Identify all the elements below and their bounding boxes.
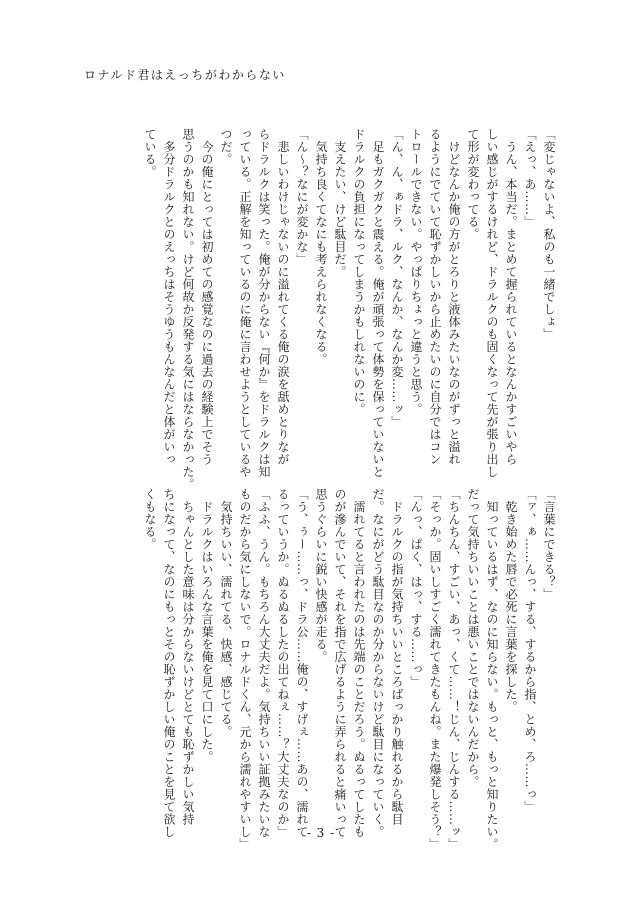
text-line: だって気持ちいいことは悪いことではないんだから。 bbox=[466, 488, 480, 788]
text-line: て形が変わってる。 bbox=[466, 128, 480, 241]
text-line: 「言葉にできる？」 bbox=[542, 488, 556, 601]
text-line: ドラルクの負担になってしまうかもしれないのに。 bbox=[352, 128, 366, 416]
text-line: 思うのかも知れない。けど何故か反発する気にはならなかった。 bbox=[181, 128, 195, 491]
text-line: ちゃんとした意味は分からないけどとても恥ずかしい気持 bbox=[181, 488, 195, 826]
text-line: 「ちんちん、すごい、あっ、くて……！じん、じんする……ッ」 bbox=[447, 488, 461, 851]
text-line: 濡れてると言われたのは先端のことだろう。ぬるってしたも bbox=[352, 488, 366, 838]
text-line: しい感じがするけれど、ドラルクのも固くなって先が張り出し bbox=[485, 128, 499, 478]
text-line: 気持ち良くてなにも考えられなくなる。 bbox=[314, 128, 328, 366]
text-line: 「ァ、ぁ……んっ、する、するから指、とめ、ろ……っ」 bbox=[523, 488, 537, 813]
text-line: 支えたい、けど駄目だ。 bbox=[333, 128, 347, 278]
text-line: 思うぐらいに鋭い快感が走る。 bbox=[314, 488, 328, 663]
text-line: つだ。 bbox=[219, 128, 233, 166]
running-title: ロナルド君はえっちがわからない bbox=[84, 68, 286, 82]
body-text-lower bbox=[140, 488, 558, 851]
body-text-upper bbox=[140, 128, 558, 491]
text-line: 「変じゃないよ、私のも一緒でしょ」 bbox=[542, 128, 556, 341]
text-line: ドラルクの指が気持ちいいところばっかり触れるから駄目 bbox=[390, 488, 404, 826]
text-line: 「えっ、あ……」 bbox=[523, 128, 537, 228]
text-line: ドラルクはいろんな言葉を俺を見て口にした。 bbox=[200, 488, 214, 763]
text-line: だ。なにがどう駄目なのか分からないけど駄目になっていく。 bbox=[371, 488, 385, 838]
text-line: 「う、ぅー……っ、ドラ公……俺の、すげぇ……あの、濡れて bbox=[295, 488, 309, 838]
text-line: トロールできない。やっぱりちょっと違うと思う。 bbox=[409, 128, 423, 416]
text-line: ている。 bbox=[143, 128, 157, 178]
text-line: 気持ちいい、濡れてる、快感、感じてる。 bbox=[219, 488, 233, 738]
text-line: っている。正解を知っているのに俺に言わせようとしているや bbox=[238, 128, 252, 478]
text-line: うん、本当だ。まとめて握られているとなんかすごいやら bbox=[504, 128, 518, 466]
text-line: るようにでていて恥ずかしいから止めたいのに自分ではコン bbox=[428, 128, 442, 466]
text-line: 「ん、ん、ぁドラ、ルク、なんか、なんか変……ッ」 bbox=[390, 128, 404, 428]
text-line: 「そっか。固いしすごく濡れてきたもんね。また爆発しそう？」 bbox=[428, 488, 442, 851]
text-line: くもなる。 bbox=[143, 488, 157, 551]
text-line: 乾き始めた唇で必死に言葉を探した。 bbox=[504, 488, 518, 713]
text-line: るっていうか。ぬるぬるしたの出てねぇ……？大丈夫なのか」 bbox=[276, 488, 290, 838]
text-line: 悲しいわけじゃないのに溢れてくる俺の涙を舐めとりなが bbox=[276, 128, 290, 466]
text-line: ものだから気にしないで。ロナルドくん、元から濡れやすいし」 bbox=[238, 488, 252, 851]
text-line: 「んっ、ぱく、はっ、する……っ」 bbox=[409, 488, 423, 688]
page-number: - 3 - bbox=[306, 826, 336, 840]
text-line: 足もガクガクと震える。俺が頑張って体勢を保っていないと bbox=[371, 128, 385, 478]
text-line: 知っているはず、なのに知らない。もっと、もっと知りたい。 bbox=[485, 488, 499, 851]
text-line: のが滲んでいて、それを指で広げるように弄られると痛いって bbox=[333, 488, 347, 838]
text-line: ちになって、なのにもっとその恥ずかしい俺のことを見て欲し bbox=[162, 488, 176, 838]
text-line: らドラルクは笑った。俺が分からない『何か』をドラルクは知 bbox=[257, 128, 271, 478]
text-line: 「ふふ、うん。もちろん大丈夫だよ。気持ちいい証拠みたいな bbox=[257, 488, 271, 838]
text-line: 「ん〜？なにが変かな」 bbox=[295, 128, 309, 266]
text-line: けどなんか俺の方がとろりと液体みたいなのがずっと溢れ bbox=[447, 128, 461, 466]
text-line: 今の俺にとっては初めての感覚なのに過去の経験上でそう bbox=[200, 128, 214, 466]
text-line: 多分ドラルクとのえっちはそうゆうもんなんだと体がいっ bbox=[162, 128, 176, 466]
